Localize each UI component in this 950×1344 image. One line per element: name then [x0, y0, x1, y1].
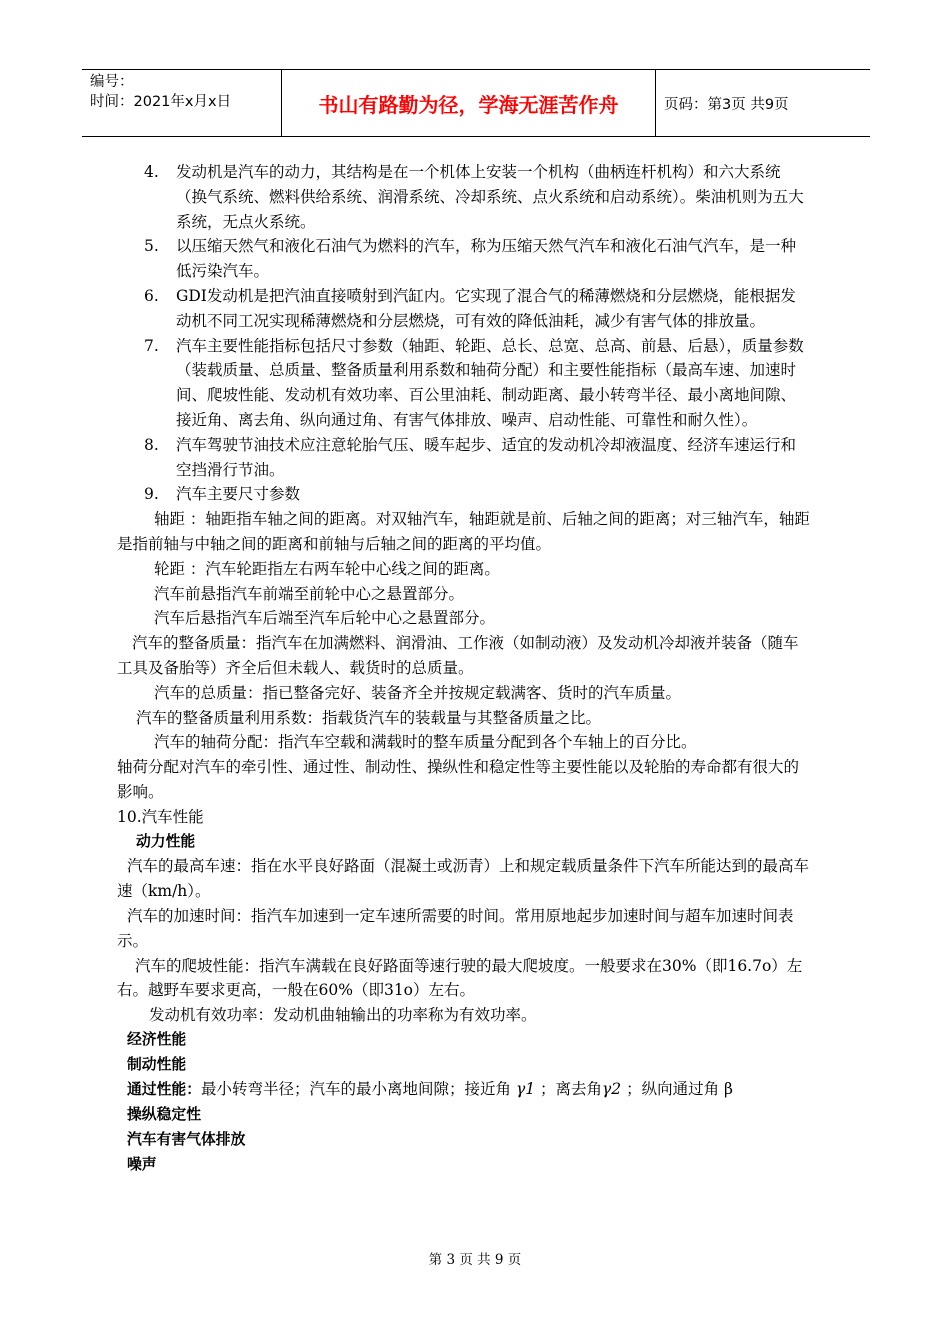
passability-text: ；离去角 — [540, 1080, 603, 1099]
list-item — [144, 160, 810, 234]
subheading-emissions: 汽车有害气体排放 — [127, 1131, 246, 1149]
list-number: 4. — [144, 163, 159, 181]
paragraph-engine-power: 发动机有效功率：发动机曲轴输出的功率称为有效功率。 — [149, 1006, 537, 1025]
list-number: 5. — [144, 237, 159, 256]
page-footer: 第 3 页 共 9 页 — [428, 1252, 522, 1268]
paragraph-mass-ratio: 汽车的整备质量利用系数：指载货汽车的装载量与其整备质量之比。 — [136, 708, 602, 727]
subheading-passability: 通过性能： — [127, 1081, 201, 1099]
paragraph-axle-load: 汽车的轴荷分配：指汽车空载和满载时的整车质量分配到各个车轴上的百分比。 — [154, 733, 697, 752]
header-motto: 书山有路勤为径，学海无涯苦作舟 — [282, 70, 656, 136]
paragraph-rear-overhang: 汽车后悬指汽车后端至汽车后轮中心之悬置部分。 — [154, 609, 496, 628]
paragraph-climbing: 汽车的爬坡性能：指汽车满载在良好路面等速行驶的最大爬坡度。一般要求在30%（即16.7o）左右。越野车要求更高，一般在60%（即31o）左右。 — [117, 956, 803, 1000]
paragraph-axle-effect: 轴荷分配对汽车的牵引性、通过性、制动性、操纵性和稳定性等主要性能以及轮胎的寿命都有很大的影响。 — [117, 758, 800, 801]
list-item — [144, 234, 810, 284]
paragraph-wheelbase: 轴距 ：轴距指车轴之间的距离。对双轴汽车，轴距就是前、后轴之间的距离；对三轴汽车，轴距是指前轴与中轴之间的距离和前轴与后轴之间的距离的平均值。 — [117, 510, 810, 553]
passability-text: 最小转弯半径；汽车的最小离地间隙；接近角 — [201, 1080, 512, 1099]
list-text: 汽车主要尺寸参数 — [176, 485, 301, 504]
paragraph-acceleration: 汽车的加速时间：指汽车加速到一定车速所需要的时间。常用原地起步加速时间与超车加速时间表示。 — [117, 906, 794, 950]
list-text: 以压缩天然气和液化石油气为燃料的汽车，称为压缩天然气汽车和液化石油气汽车，是一种低污染汽车。 — [176, 237, 797, 281]
header-code: 编号： — [90, 74, 134, 90]
subheading-power: 动力性能 — [136, 832, 196, 850]
paragraph-front-overhang: 汽车前悬指汽车前端至前轮中心之悬置部分。 — [154, 584, 465, 603]
list-item — [144, 334, 810, 433]
list-text: 汽车主要性能指标包括尺寸参数（轴距、轮距、总长、总宽、总高、前悬、后悬），质量参数（装载质量、总质量、整备质量利用系数和轴荷分配）和主要性能指标（最高车速、加速时间、爬坡性能、发动机有效功率、百公里油耗、制动距离、最小转弯半径、最小离地间隙、接近角、离去角、纵向通过角、有害气体排放、噪声、启动性能、可靠性和耐久性）。 — [176, 336, 804, 429]
paragraph-track: 轮距 ：汽车轮距指左右两车轮中心线之间的距离。 — [154, 559, 500, 578]
departure-angle-symbol: γ2 — [602, 1080, 622, 1099]
list-item — [144, 482, 810, 507]
list-number: 7. — [144, 336, 159, 355]
paragraph-passability — [127, 1077, 810, 1103]
list-text: 汽车驾驶节油技术应注意轮胎气压、暖车起步、适宜的发动机冷却液温度、经济车速运行和空挡滑行节油。 — [176, 435, 797, 479]
approach-angle-symbol: γ1 — [515, 1080, 536, 1099]
list-number: 9. — [144, 485, 159, 504]
list-item — [144, 433, 810, 483]
list-text: 发动机是汽车的动力，其结构是在一个机体上安装一个机构（曲柄连杆机构）和六大系统（换气系统、燃料供给系统、润滑系统、冷却系统、点火系统和启动系统）。柴油机则为五大系统，无点火系统。 — [176, 163, 804, 231]
passability-text: ；纵向通过角 β — [626, 1080, 734, 1099]
header-date: 时间：2021年x月x日 — [90, 94, 232, 110]
header-page-number: 页码：第3页 共9页 — [664, 96, 789, 113]
subheading-noise: 噪声 — [127, 1155, 157, 1173]
list-number: 8. — [144, 435, 159, 454]
paragraph-curb-mass: 汽车的整备质量：指汽车在加满燃料、润滑油、工作液（如制动液）及发动机冷却液并装备（随车工具及备胎等）齐全后但未载人、载货时的总质量。 — [117, 634, 799, 677]
subheading-economy: 经济性能 — [127, 1030, 187, 1048]
subheading-handling: 操纵稳定性 — [127, 1106, 201, 1124]
header-meta — [82, 70, 282, 136]
list-item — [144, 284, 810, 334]
document-body — [117, 160, 810, 1178]
paragraph-total-mass: 汽车的总质量：指已整备完好、装备齐全并按规定载满客、货时的汽车质量。 — [154, 683, 682, 702]
section-heading-performance: 10.汽车性能 — [117, 807, 204, 826]
subheading-braking: 制动性能 — [127, 1055, 187, 1073]
paragraph-max-speed: 汽车的最高车速：指在水平良好路面（混凝土或沥青）上和规定载质量条件下汽车所能达到的最高车速（km/h）。 — [117, 857, 810, 901]
list-number: 6. — [144, 286, 159, 305]
list-text: GDI发动机是把汽油直接喷射到汽缸内。它实现了混合气的稀薄燃烧和分层燃烧，能根据发动机不同工况实现稀薄燃烧和分层燃烧，可有效的降低油耗，减少有害气体的排放量。 — [176, 286, 796, 330]
page-header — [82, 69, 870, 137]
